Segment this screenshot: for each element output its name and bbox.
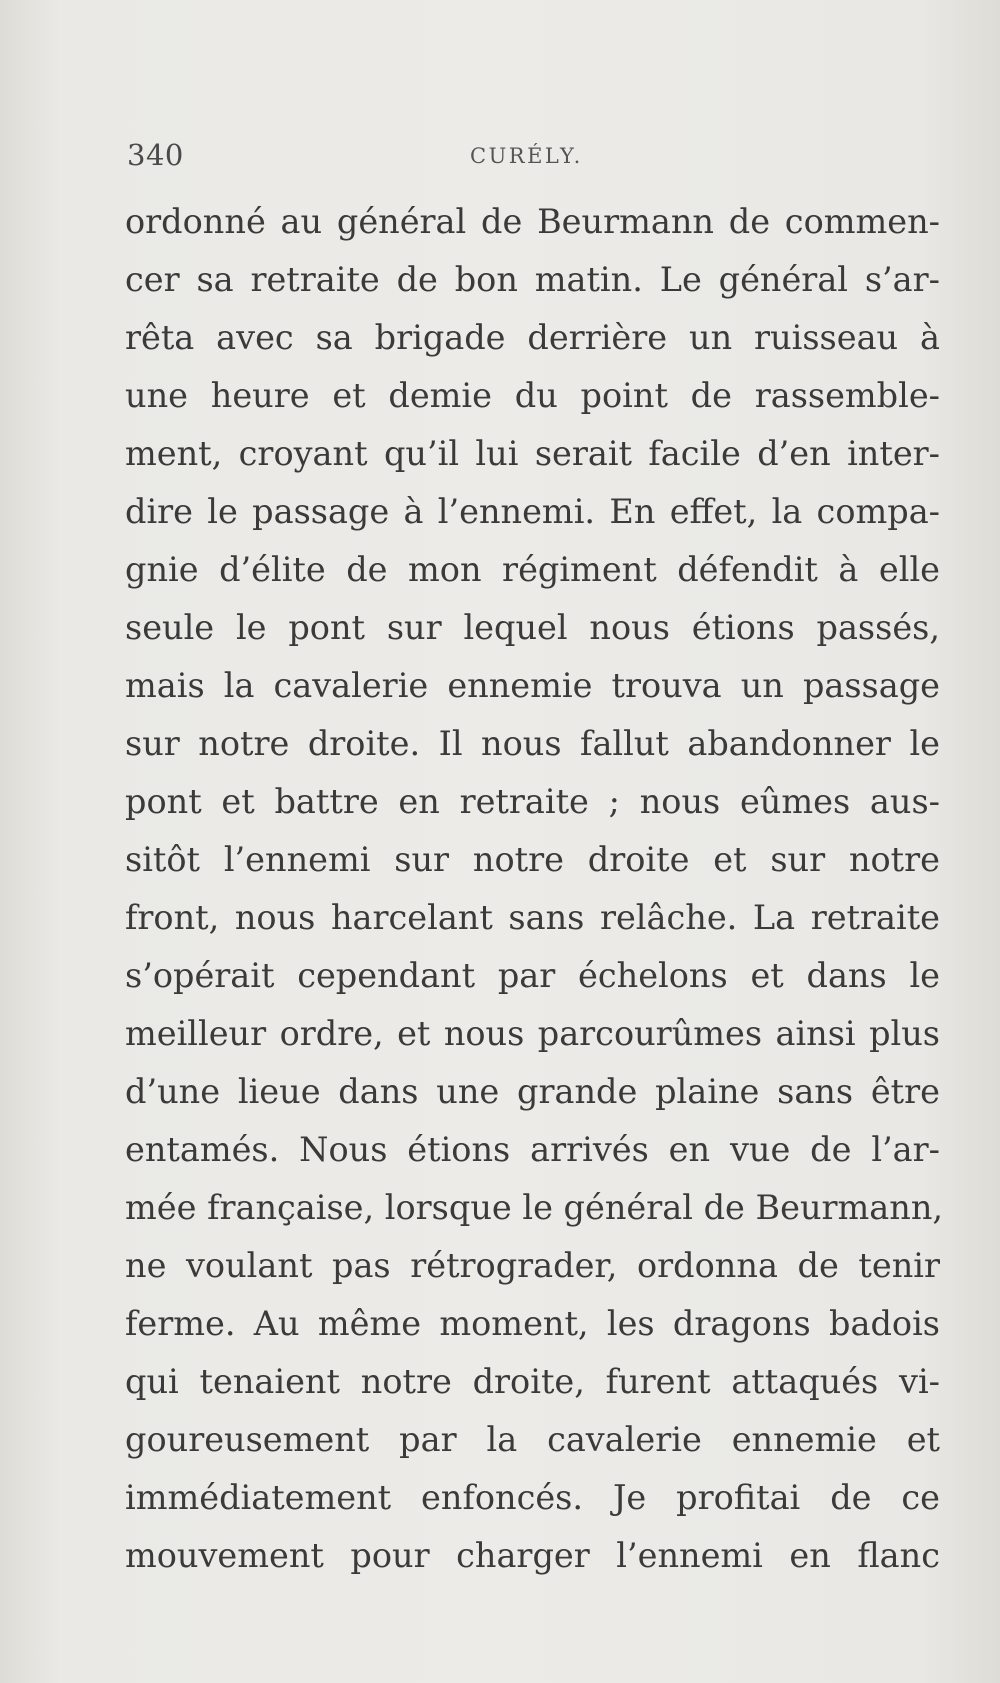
text-line: ordonné au général de Beurmann de commen- xyxy=(125,202,940,241)
text-line: d’une lieue dans une grande plaine sans être xyxy=(125,1072,940,1111)
text-line: seule le pont sur lequel nous étions passés, xyxy=(125,608,940,647)
text-line: goureusement par la cavalerie ennemie et xyxy=(125,1420,940,1459)
text-line: s’opérait cependant par échelons et dans le xyxy=(125,956,940,995)
text-line: dire le passage à l’ennemi. En effet, la compa- xyxy=(125,492,940,531)
page-header xyxy=(127,138,947,178)
text-line: meilleur ordre, et nous parcourûmes ainsi plus xyxy=(125,1014,940,1053)
text-line: ferme. Au même moment, les dragons badois xyxy=(125,1304,940,1343)
text-line: mouvement pour charger l’ennemi en flanc xyxy=(125,1536,940,1575)
text-line: front, nous harcelant sans relâche. La retraite xyxy=(125,898,940,937)
text-line: entamés. Nous étions arrivés en vue de l’ar- xyxy=(125,1130,940,1169)
text-line: pont et battre en retraite ; nous eûmes aus- xyxy=(125,782,940,821)
running-head: CURÉLY. xyxy=(470,144,583,168)
text-line: ment, croyant qu’il lui serait facile d’en inter- xyxy=(125,434,940,473)
text-line: une heure et demie du point de rassemble- xyxy=(125,376,940,415)
text-line: sitôt l’ennemi sur notre droite et sur notre xyxy=(125,840,940,879)
text-line: ne voulant pas rétrograder, ordonna de tenir xyxy=(125,1246,940,1285)
text-line: qui tenaient notre droite, furent attaqués vi- xyxy=(125,1362,940,1401)
text-line: mais la cavalerie ennemie trouva un passage xyxy=(125,666,940,705)
page-number: 340 xyxy=(127,138,184,172)
body-text xyxy=(125,193,944,1585)
text-line: mée française, lorsque le général de Beurmann, xyxy=(125,1188,944,1227)
text-line: cer sa retraite de bon matin. Le général s’ar- xyxy=(125,260,940,299)
text-line: rêta avec sa brigade derrière un ruisseau à xyxy=(125,318,940,357)
text-line: immédiatement enfoncés. Je profitai de ce xyxy=(125,1478,940,1517)
text-line: gnie d’élite de mon régiment défendit à elle xyxy=(125,550,940,589)
text-line: sur notre droite. Il nous fallut abandonner le xyxy=(125,724,940,763)
